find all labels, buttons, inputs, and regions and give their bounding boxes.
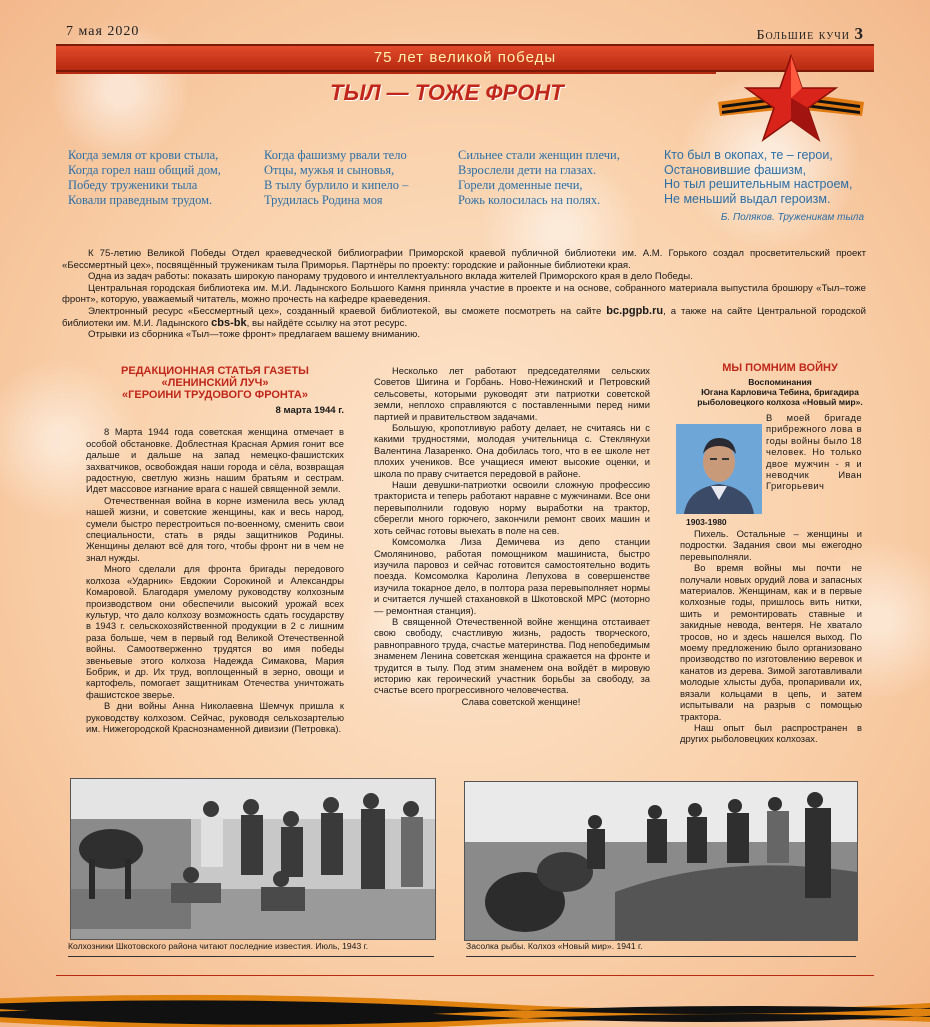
poem-line: Когда земля от крови стыла,: [68, 148, 219, 162]
divider: [68, 956, 434, 957]
intro-paragraph: К 75-летию Великой Победы Отдел краеведческой библиографии Приморской краевой публичной библиотеки им. А.М. Горького создал просветительский проект «Бессмертный цех», посвящённый труженикам тыла Приморья. Партнёры по проекту: городские и районные библиотеки края.: [62, 248, 866, 271]
sidebar-text: [680, 528, 862, 745]
portrait-caption: 1903-1980: [686, 517, 727, 527]
article-paragraph: Отечественная война в корне изменила весь уклад нашей жизни, и советские женщины, как и весь народ, сумели быстро перестроиться по-военному, сменить свои специальности, стать в ряды защитников Родины. Женщины делают всё для того, чтобы фронт ни в чем не знал нужды.: [86, 494, 344, 563]
intro-text: , а также на сайте Центральной городской библиотеки им. М.И. Ладынского: [62, 305, 866, 329]
article-heading: «ГЕРОИНИ ТРУДОВОГО ФРОНТА»: [122, 389, 308, 401]
intro-paragraph: Отрывки из сборника «Тыл—тоже фронт» предлагаем вашему вниманию.: [88, 329, 421, 341]
article-column-1: [86, 365, 344, 734]
photo-caption: Колхозники Шкотовского района читают последние известия. Июль, 1943 г.: [68, 941, 369, 951]
sidebar-sub-line: Югана Карловича Тебина, бригадира рыболовецкого колхоза «Новый мир».: [697, 387, 863, 407]
poem-line: Когда фашизму рвали тело: [264, 148, 407, 162]
sidebar-paragraph: Пихель. Остальные – женщины и подростки. Задания свои мы ежегодно перевыполняли.: [680, 528, 862, 562]
poem-line: Взрослели дети на глазах.: [458, 163, 597, 177]
poem-line: Когда горел наш общий дом,: [68, 163, 221, 177]
sidebar-paragraph: Во время войны мы почти не получали новых орудий лова и запасных материалов. Женщинам, как и в первые колхозные годы, пришлось вить нитки, шить и ремонтировать ставные и закидные невода, вентеря. Не хватало тросов, но и здесь нашелся выход. По моему предложению было организовано производство по изготовлению веревок и канатов из дерева. Зимой заготавливали молодые хлысты дуба, пропаривали их, вязали кольцами в цепь, и затем испытывали на разрыв с помощью трактора.: [680, 562, 862, 722]
page-number: 3: [854, 24, 864, 43]
portrait-photo: [676, 424, 762, 514]
sidebar-paragraph: Наш опыт был распространен в других рыболовецких колхозах.: [680, 721, 862, 745]
article-paragraph: В священной Отечественной войне женщина отстаивает свою свободу, счастливую жизнь, радость творческого, равноправного труда, счастье материнства. Под непобедимым знаменем Ленина советская женщина сражается на фронте и трудится в тылу. Под этим знаменем она войдёт в мировую историю как героический участник борьбы за свободу, за счастье всего прогрессивного человечества.: [374, 615, 650, 696]
photo-fish-salting: [464, 781, 858, 941]
red-star-icon: [716, 54, 866, 144]
article-paragraph: Комсомолка Лиза Демичева из депо станции Смоляниново, работая помощником машиниста, быстро изучила паровоз и сейчас готовится самостоятельно водить поезда. Комсомолка Каролина Лепухова в совершенстве изучила токарное дело, в полтора раза перевыполняет нормы и считается лучшей стахановкой в Шкотовской МРС (моторно — ремонтная станция).: [374, 536, 650, 616]
poem-line: Не меньший выдал героизм.: [664, 191, 831, 206]
article-column-2: [374, 365, 650, 707]
article-paragraph: Наши девушки-патриотки освоили сложную профессию тракториста и теперь работают наравне с мужчинами. Все они перевыполнили годовую норму выработки на трактор, сберегли много горючего, закончили ремонт своих машин и хоть сейчас готовы выехать в поле на сев.: [374, 479, 650, 536]
sidebar-text-top: В моей бригаде прибрежного лова в годы войны было 18 человек. Но только двое мужчин - я и неводчик Иван Григорьевич: [766, 412, 863, 492]
article-paragraph: Много сделали для фронта бригады передового колхоза «Ударник» Евдокии Сорокиной и Александры Комаровой. Благодаря умелому руководству колхозным производством они обеспечили высокий урожай всех культур, что дало колхозу возможность сдать государству в 1943 г. сельскохозяйственной продукции в 2 с лишним раза больше, чем в первый год Великой Отечественной войны. Самоотверженно трудятся во имя победы звеньевые этого колхоза Надежда Симакова, Мария Бобрик, и др. Их труд, воплощенный в зерно, овощи и картофель, помогает защитникам Отечества уничтожать фашистское зверье.: [86, 563, 344, 700]
poem-line: В тылу бурлило и кипело –: [264, 178, 409, 192]
poem-stanza-3: [458, 148, 620, 208]
intro-paragraph: [62, 306, 866, 329]
sidebar-sub-line: Воспоминания: [748, 377, 812, 387]
article-closing: Слава советской женщине!: [461, 695, 581, 707]
article-paragraph: 8 Марта 1944 года советская женщина отмечает в особой обстановке. Доблестная Красная Армия гонит все дальше и дальше на запад немецко-фашистских захватчиков, освобождая наши города и сёла, возвращая радостную, светлую жизнь нашим братьям и сестрам. Идет массовое изгнание врага с нашей священной земли.: [86, 426, 344, 495]
intro-paragraph: Одна из задач работы: показать широкую панораму трудового и интеллектуального вклада жителей Приморского края в дело Победы.: [88, 271, 693, 283]
intro-text: , вы найдёте ссылку на этот ресурс.: [246, 317, 408, 329]
newspaper-name: [757, 24, 864, 44]
site-link-cbs[interactable]: cbs-bk: [211, 316, 247, 329]
poem-stanza-2: [264, 148, 408, 208]
poem-line: Но тыл решительным настроем,: [664, 177, 853, 191]
poem-line: Горели доменные печи,: [458, 178, 583, 192]
article-paragraph: Большую, кропотливую работу делает, не считаясь ни с какими трудностями, молодая учительница с. Стеклянухи Валентина Лазаренко. Она добилась того, что в ее школе нет плохих учеников. Все учащиеся имеют высокие оценки, и школа по праву считается передовой в районе.: [374, 422, 650, 479]
divider: [56, 72, 716, 74]
poem-line: Остановившие фашизм,: [664, 162, 807, 177]
issue-date: 7 мая 2020: [66, 24, 140, 39]
poem-credit: Б. Поляков. Труженикам тыла: [720, 212, 864, 223]
divider: [56, 975, 874, 976]
poem-stanza-4: [664, 148, 852, 206]
poem-line: Трудилась Родина моя: [264, 193, 383, 207]
section-banner: 75 лет великой победы: [56, 44, 874, 72]
article-paragraph: В дни войны Анна Николаевна Шемчук пришла к руководству колхозом. Сейчас, руководя сельхозартелью им. Нижегородской Краснознаменной дивизии (Петровка).: [86, 700, 344, 734]
intro-paragraph: Центральная городская библиотека им. М.И. Ладынского Большого Камня приняла участие в проекте и на основе, собранного материала выпустила брошюру «Тыл–тоже фронт», которую, уважаемый читатель, можно прочесть на кафедре краеведения.: [62, 282, 866, 306]
article-date: 8 марта 1944 г.: [275, 405, 344, 416]
site-link-pgpb[interactable]: bc.pgpb.ru: [606, 304, 664, 317]
photo-caption: Засолка рыбы. Колхоз «Новый мир». 1941 г.: [466, 941, 643, 951]
newspaper-title: Большие кучи: [756, 28, 850, 43]
st-george-ribbon-icon: [0, 993, 930, 1027]
intro-section: [62, 248, 866, 341]
intro-text: Электронный ресурс «Бессмертный цех», созданный краевой библиотекой, вы сможете посмотреть на сайте: [88, 305, 607, 317]
poem-line: Сильнее стали женщин плечи,: [458, 148, 620, 162]
divider: [466, 956, 856, 957]
article-heading: «ЛЕНИНСКИЙ ЛУЧ»: [161, 377, 269, 389]
poem-line: Кто был в окопах, те – герои,: [664, 148, 833, 162]
page-title: ТЫЛ — ТОЖЕ ФРОНТ: [330, 80, 564, 105]
sidebar-heading: МЫ ПОМНИМ ВОЙНУ: [722, 362, 838, 374]
poem-line: Рожь колосилась на полях.: [458, 193, 601, 207]
poem-line: Отцы, мужья и сыновья,: [264, 163, 395, 177]
poem-stanza-1: [68, 148, 221, 208]
sidebar-subheading: [676, 377, 884, 407]
photo-kolkhoz-workers: [70, 778, 436, 940]
poem-line: Ковали праведным трудом.: [68, 193, 213, 207]
article-paragraph: Несколько лет работают председателями сельских Советов Шигина и Горбань. Ново-Нежинский и Петровский сельсоветы, которыми руководят эти патриотки советской земли, неплохо справляются с поставленными перед ними партией и правительством задачами.: [374, 365, 650, 422]
poem-line: Победу труженики тыла: [68, 178, 198, 192]
article-heading: РЕДАКЦИОННАЯ СТАТЬЯ ГАЗЕТЫ: [121, 365, 309, 377]
